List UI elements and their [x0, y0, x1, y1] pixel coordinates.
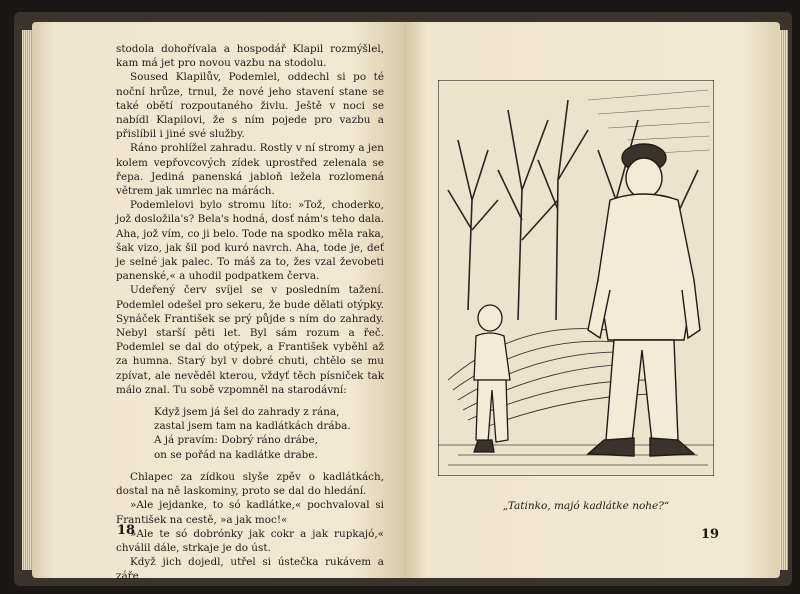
paragraph: Podemlelovi bylo stromu líto: »Tož, choderko, jož dosložila's? Bela's hodná, dosť nám's teho dala. Aha, jož vím, co ji belo. Tode na spodko měla raka, šak vizo, jak šil pod kuró navrch. Aha, tode je, deť je selné jak palec. To máš za to, žes vzal ževobeti panenské,« a uhodil podpatkem červa.	[116, 199, 384, 283]
paragraph: Když jich dojedl, utřel si ústečka rukávem a záře	[116, 556, 384, 583]
paragraph: stodola dohořívala a hospodář Klapil rozmýšlel, kam má jet pro novou vazbu na stodolu.	[116, 43, 384, 70]
body-text	[116, 42, 384, 584]
paragraph: Chlapec za zídkou slyše zpěv o kadlátkách, dostal na ně laskominy, proto se dal do hledání.	[116, 470, 384, 498]
poem-line: zastal jsem tam na kadlátkách drába.	[154, 420, 351, 433]
poem	[154, 405, 384, 462]
illustration-caption: „Tatinko, majó kadlátke nohe?“	[502, 500, 670, 512]
poem-line: Když jsem já šel do zahrady z rána,	[154, 406, 340, 419]
paragraph: »Ale te só dobrónky jak cokr a jak rupkajó,« chválil dále, strkaje je do úst.	[116, 527, 384, 554]
poem-line: A já pravím: Dobrý ráno drábe,	[154, 434, 318, 447]
illustration-icon	[438, 80, 714, 476]
paragraph: Udeřený červ svíjel se v posledním tažení. Podemlel odešel pro sekeru, že bude dělati otýpky. Synáček František se prý půjde s ním do zahrady. Nebyl starší pěti let. Byl sám rozum a řeč. Podemlel se dal do otýpek, a František vyběhl až za humna. Starý byl v dobré chuti, chtělo se mu zpívat, ale nevěděl kterou, vždyť těch písniček tak málo znal. Tu sobě vzpomněl na starodávní:	[116, 284, 384, 396]
poem-line: on se pořád na kadlátke drabe.	[154, 448, 318, 461]
paragraph: »Ale jejdanke, to só kadlátke,« pochvaloval si František na cestě, »a jak moc!«	[116, 499, 384, 526]
page-number-right: 19	[701, 527, 720, 542]
paragraph: Ráno prohlížel zahradu. Rostly v ní stromy a jen kolem vepřovcových zídek uprostřed zelenala se řepa. Jediná panenská jabloň ležela rozlomená větrem jak umrlec na márách.	[116, 142, 384, 198]
paragraph: Soused Klapilův, Podemlel, oddechl si po té noční hrůze, trnul, že nové jeho stavení stane se také obětí rozpoutaného živlu. Ještě v noci se nabídl Klapilovi, že s ním pojede pro vazbu a přislíbil i jiné své služby.	[116, 71, 384, 141]
page-number-left: 18	[117, 523, 136, 538]
